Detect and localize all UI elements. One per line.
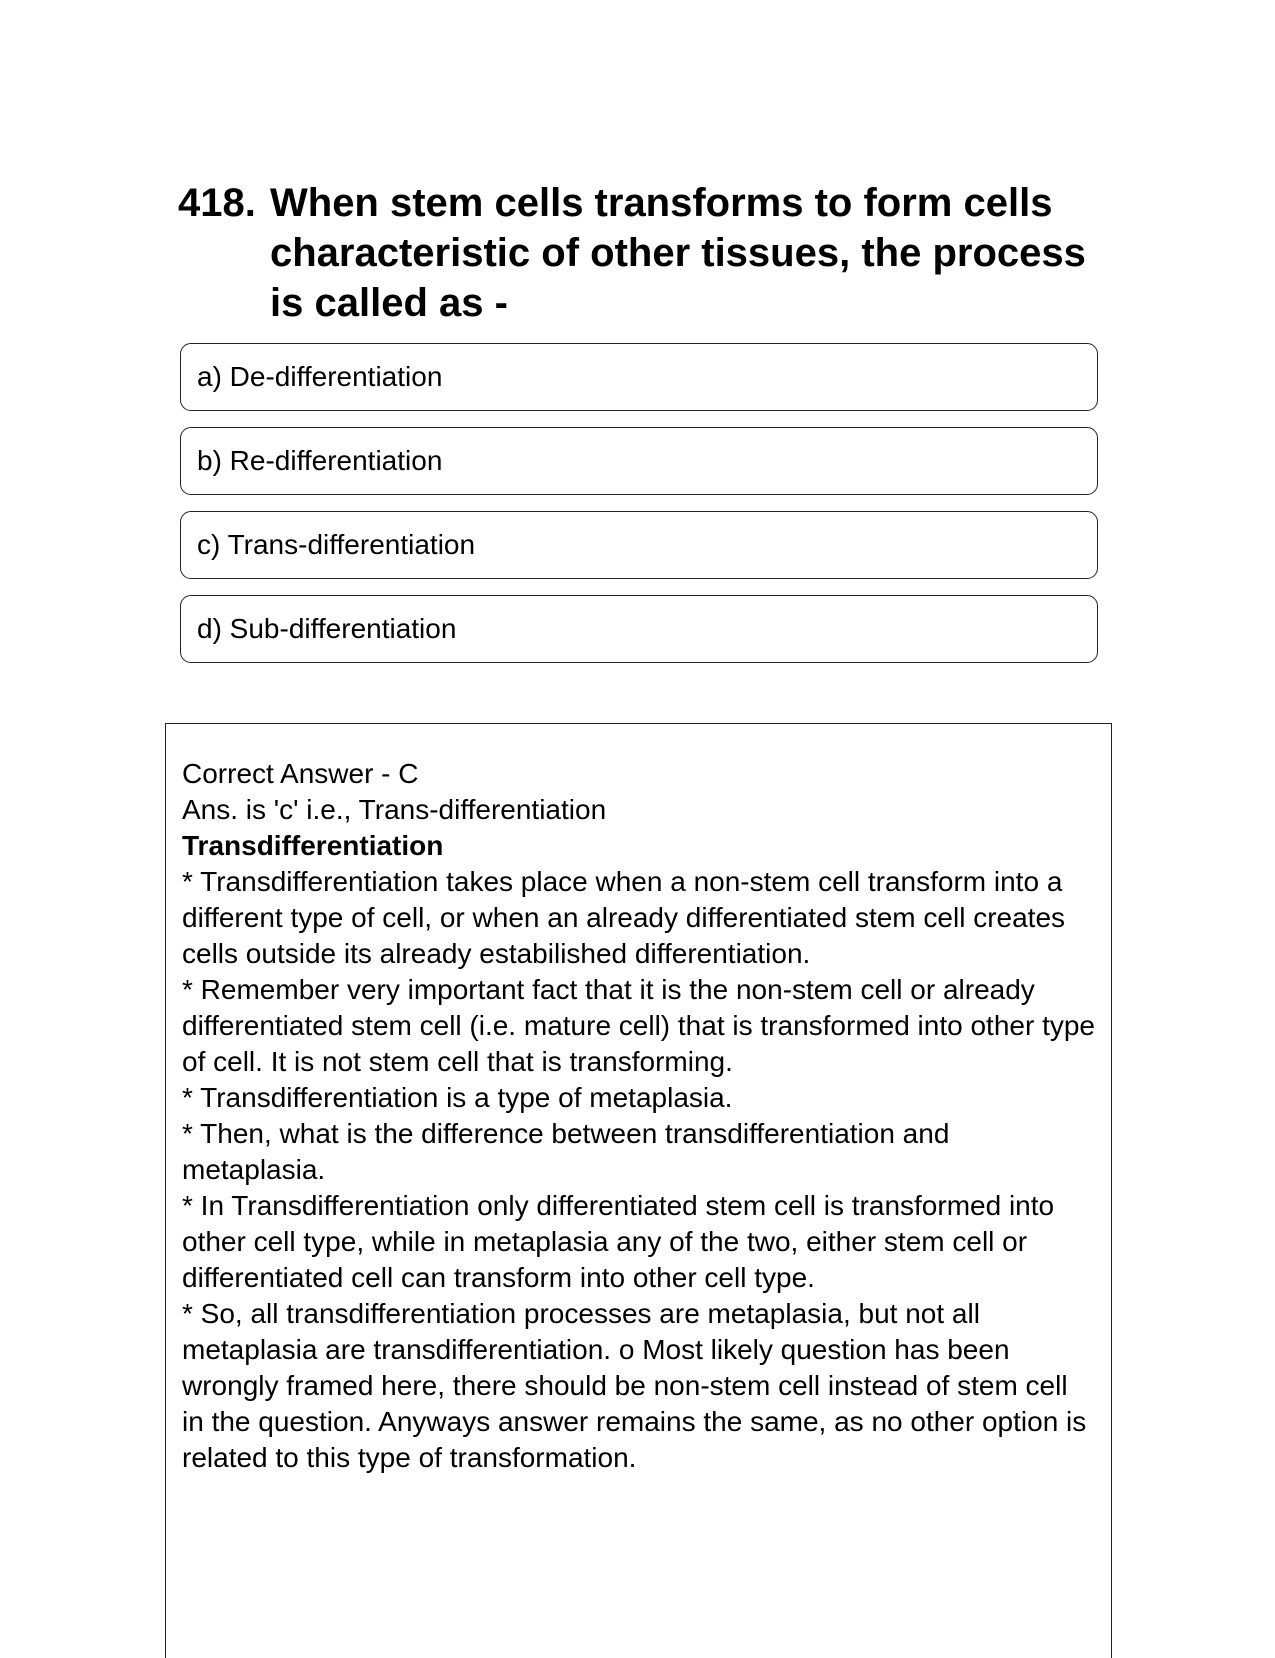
- explanation-point: * So, all transdifferentiation processes are metaplasia, but not all metaplasia are transdifferentiation. o Most likely question has been wrongly framed here, there should be non-stem cell instead of stem cell in the question. Anyways answer remains the same, as no other option is related to this type of transformation.: [182, 1298, 1087, 1473]
- explanation-point: * Then, what is the difference between transdifferentiation and metaplasia.: [182, 1118, 950, 1185]
- explanation-point: * Remember very important fact that it is the non-stem cell or already differentiated stem cell (i.e. mature cell) that is transformed into other type of cell. It is not stem cell that is transforming.: [182, 974, 1096, 1077]
- question-text: When stem cells transforms to form cells characteristic of other tissues, the process is called as -: [270, 181, 1086, 325]
- answer-line: Ans. is 'c' i.e., Trans-differentiation: [182, 794, 607, 825]
- option-b[interactable]: b) Re-differentiation: [180, 427, 1098, 495]
- explanation-point: * Transdifferentiation takes place when a non-stem cell transform into a different type of cell, or when an already differentiated stem cell creates cells outside its already estabilished differentiation.: [182, 866, 1066, 969]
- question: [178, 178, 1098, 328]
- option-d[interactable]: d) Sub-differentiation: [180, 595, 1098, 663]
- answer-explanation-box: [165, 723, 1112, 1658]
- options-list: [180, 343, 1098, 679]
- explanation-heading: Transdifferentiation: [182, 830, 444, 861]
- explanation-point: * In Transdifferentiation only differentiated stem cell is transformed into other cell type, while in metaplasia any of the two, either stem cell or differentiated cell can transform into other cell type.: [182, 1190, 1055, 1293]
- explanation-point: * Transdifferentiation is a type of metaplasia.: [182, 1082, 733, 1113]
- option-a[interactable]: a) De-differentiation: [180, 343, 1098, 411]
- question-number: 418.: [178, 181, 256, 225]
- option-c[interactable]: c) Trans-differentiation: [180, 511, 1098, 579]
- correct-answer: Correct Answer - C: [182, 758, 419, 789]
